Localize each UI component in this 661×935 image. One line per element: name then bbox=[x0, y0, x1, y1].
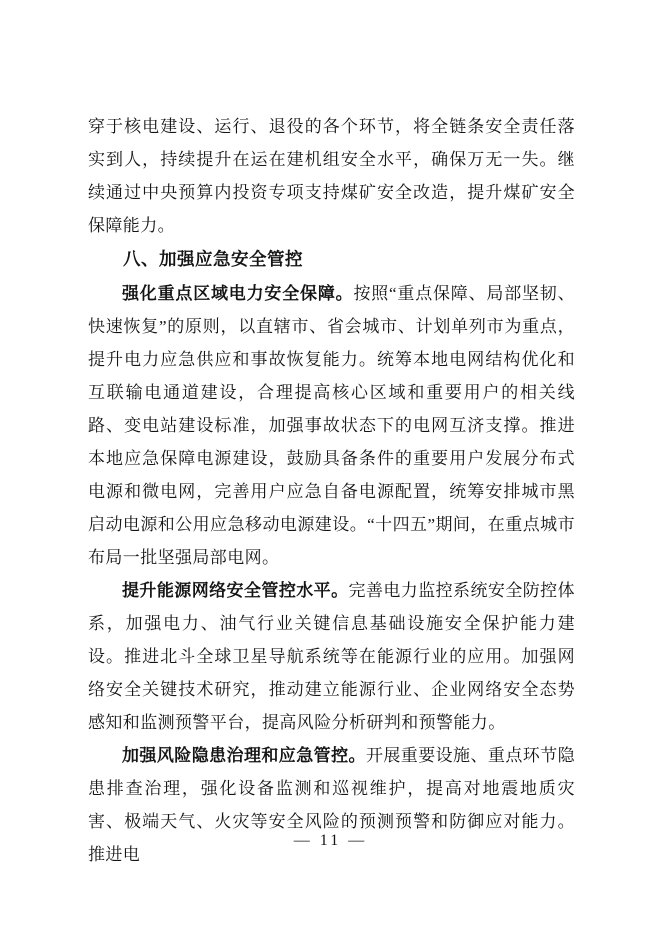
paragraph-continuation: 穿于核电建设、运行、退役的各个环节，将全链条安全责任落实到人，持续提升在运在建机组安全水平，确保万无一失。继续通过中央预算内投资专项支持煤矿安全改造，提升煤矿安全保障能力。 bbox=[88, 117, 575, 235]
paragraph bbox=[88, 739, 575, 871]
page-content bbox=[88, 110, 575, 871]
paragraph-body: 按照“重点保障、局部坚韧、快速恢复”的原则，以直辖市、省会城市、计划单列市为重点，提升电力应急供应和事故恢复能力。统筹本地电网结构优化和互联输电通道建设，合理提高核心区域和重要用户的相关线路、变电站建设标准，加强事故状态下的电网互济支撑。推进本地应急保障电源建设，鼓励具备条件的重要用户发展分布式电源和微电网，完善用户应急自备电源配置，统筹安排城市黑启动电源和公用应急移动电源建设。“十四五”期间，在重点城市布局一批坚强局部电网。 bbox=[88, 284, 576, 567]
paragraph-body: 完善电力监控系统安全防控体系，加强电力、油气行业关键信息基础设施安全保护能力建设。推进北斗全球卫星导航系统等在能源行业的应用。加强网络安全关键技术研究，推动建立能源行业、企业网络安全态势感知和监测预警平台，提高风险分析研判和预警能力。 bbox=[88, 581, 576, 732]
section-heading: 八、加强应急安全管控 bbox=[123, 249, 303, 269]
paragraph-lead: 强化重点区域电力安全保障。 bbox=[122, 284, 354, 303]
paragraph bbox=[88, 277, 575, 574]
paragraph-lead: 提升能源网络安全管控水平。 bbox=[122, 581, 349, 600]
paragraph-lead: 加强风险隐患治理和应急管控。 bbox=[122, 746, 366, 765]
page-number: — 11 — bbox=[293, 832, 368, 849]
paragraph-body: 开展重要设施、重点环节隐患排查治理，强化设备监测和巡视维护，提高对地震地质灾害、极端天气、火灾等安全风险的预测预警和防御应对能力。推进电 bbox=[88, 746, 575, 864]
paragraph bbox=[88, 574, 575, 739]
